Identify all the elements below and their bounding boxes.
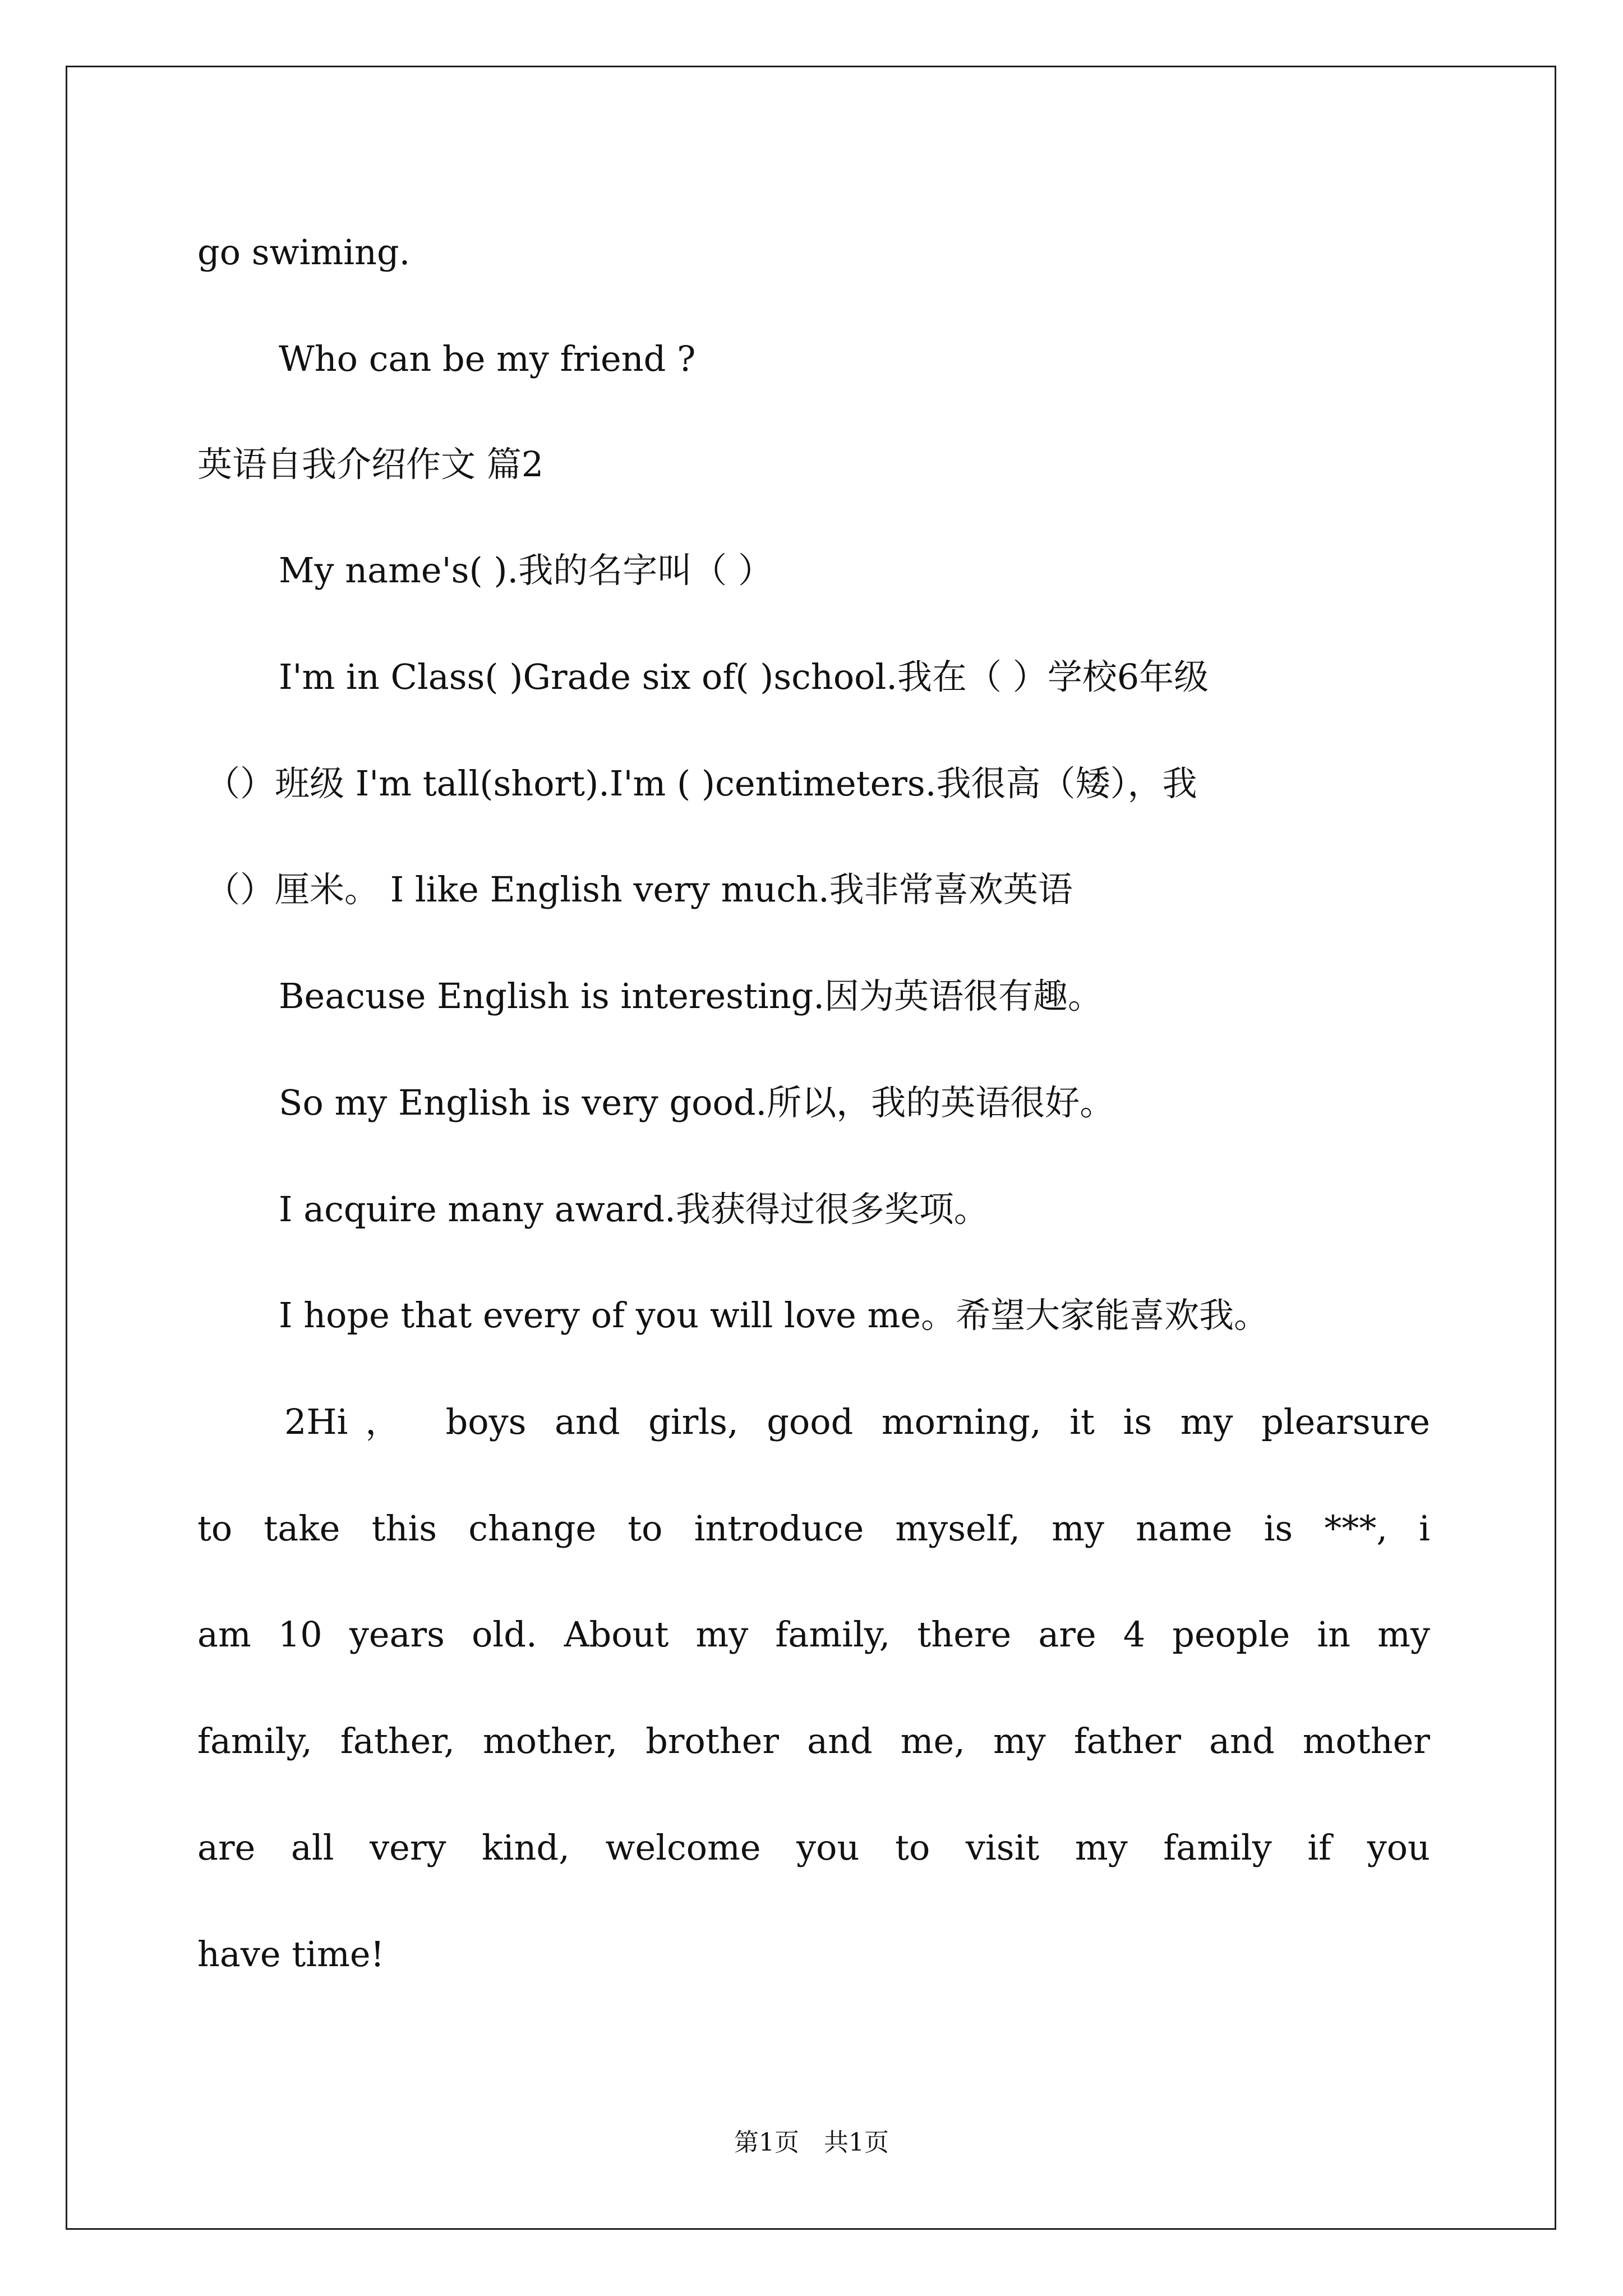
page-border [66, 66, 1556, 2230]
text-line-5: I'm in Class( )Grade six of( )school.我在（ ）学校6年级 [279, 656, 1209, 697]
section-heading: 英语自我介绍作文 篇2 [197, 444, 544, 485]
text-line-14: am 10 years old. About my family, there are 4 people in my [197, 1614, 1430, 1655]
text-line-8: Beacuse English is interesting.因为英语很有趣。 [279, 976, 1103, 1016]
text-line-6: （）班级 I'm tall(short).I'm ( )centimeters.我很高（矮），我 [205, 763, 1197, 804]
text-line-10: I acquire many award.我获得过很多奖项。 [279, 1189, 989, 1230]
text-line-2: Who can be my friend ? [279, 338, 696, 379]
text-line-7: （）厘米。 I like English very much.我非常喜欢英语 [205, 869, 1073, 910]
text-line-1: go swiming. [197, 232, 411, 273]
text-line-17: have time! [197, 1934, 385, 1975]
text-line-13: to take this change to introduce myself, my name is ***, i [197, 1508, 1430, 1549]
text-line-15: family, father, mother, brother and me, my father and mother [197, 1720, 1430, 1761]
text-line-16: are all very kind, welcome you to visit my family if you [197, 1827, 1430, 1868]
page-footer: 第1页 共1页 [734, 2128, 889, 2157]
text-line-4: My name's( ).我的名字叫（ ） [279, 550, 773, 591]
text-line-12: 2Hi， boys and girls, good morning, it is my plearsure [284, 1401, 1430, 1442]
text-line-9: So my English is very good.所以，我的英语很好。 [279, 1082, 1115, 1123]
text-line-11: I hope that every of you will love me。希望大家能喜欢我。 [279, 1295, 1269, 1336]
